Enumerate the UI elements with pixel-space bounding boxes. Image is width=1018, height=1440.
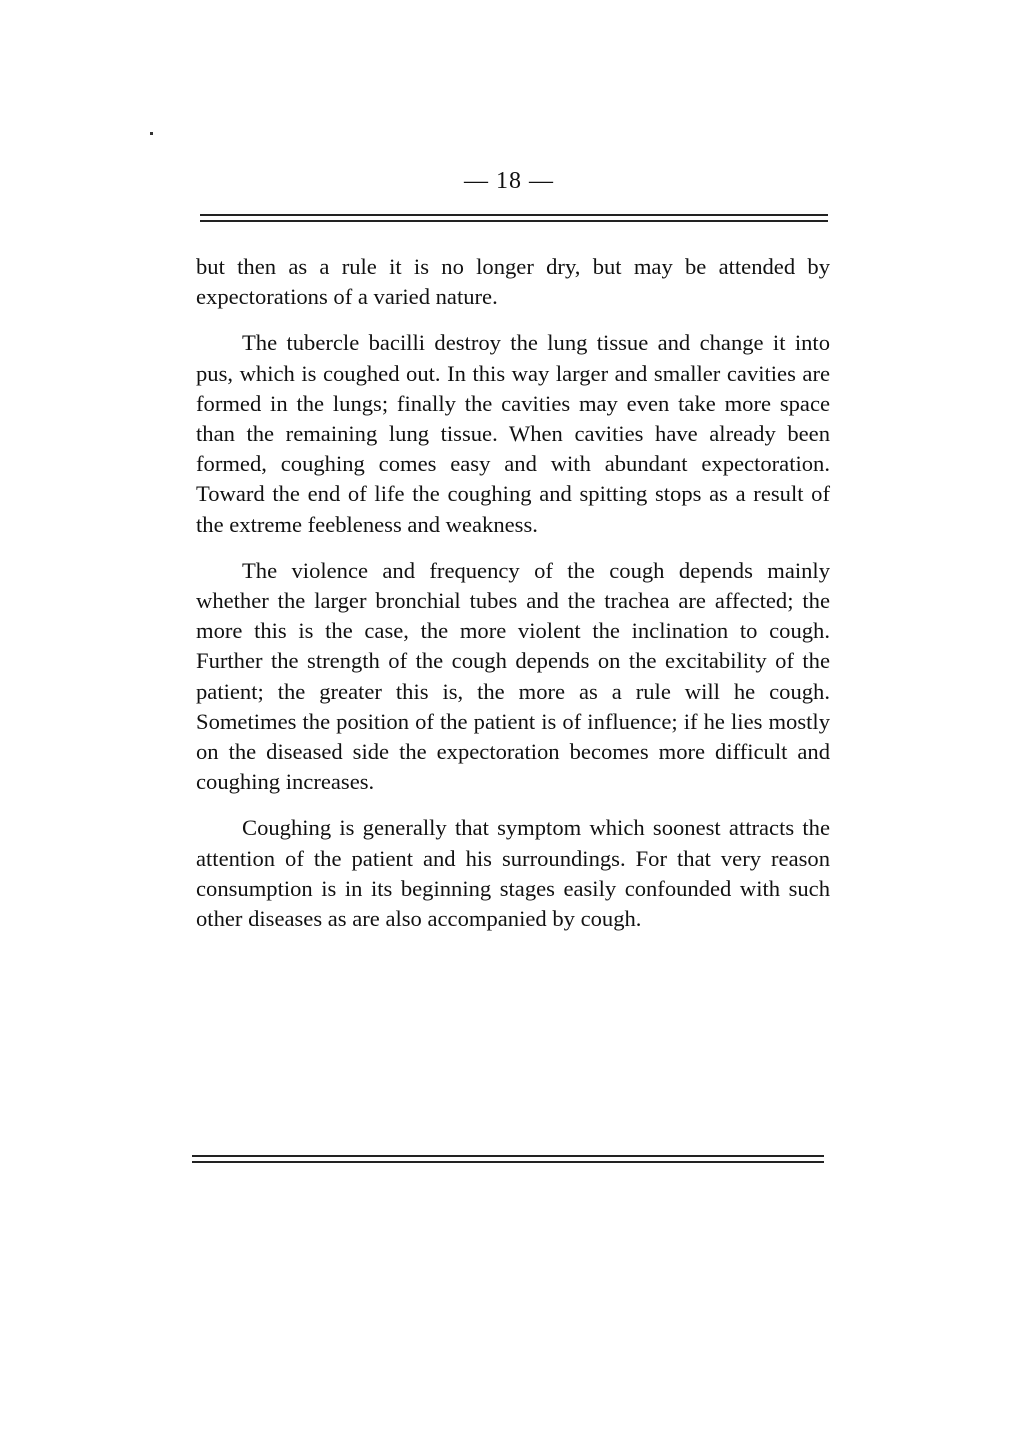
paragraph-1: but then as a rule it is no longer dry, but may be attended by expectorations of a varied nature. [196, 254, 830, 310]
footer-double-rule [192, 1155, 824, 1163]
scan-speck [150, 132, 153, 135]
paragraph-2: The tubercle bacilli destroy the lung tissue and change it into pus, which is coughed out. In this way larger and smaller cavities are formed in the lungs; finally the cavities may even take more space than the remaining lung tissue. When cavities have already been formed, coughing comes easy and with abundant expectoration. Toward the end of life the coughing and spitting stops as a result of the extreme feebleness and weakness. [196, 330, 830, 537]
paragraph-3: The violence and frequency of the cough depends mainly whether the larger bronchial tubes and the trachea are affected; the more this is the case, the more violent the inclination to cough. Further the strength of the cough depends on the excitability of the patient; the greater this is, the more as a rule will he cough. Sometimes the position of the patient is of influence; if he lies mostly on the diseased side the expectoration becomes more difficult and coughing increases. [196, 557, 830, 795]
paragraph-4: Coughing is generally that symptom which soonest attracts the attention of the patient and his surroundings. For that very reason consumption is in its beginning stages easily confounded with such other diseases as are also accompanied by cough. [196, 815, 830, 932]
body-text [196, 252, 830, 934]
page-number: — 18 — [464, 168, 554, 194]
header-double-rule [200, 214, 828, 222]
